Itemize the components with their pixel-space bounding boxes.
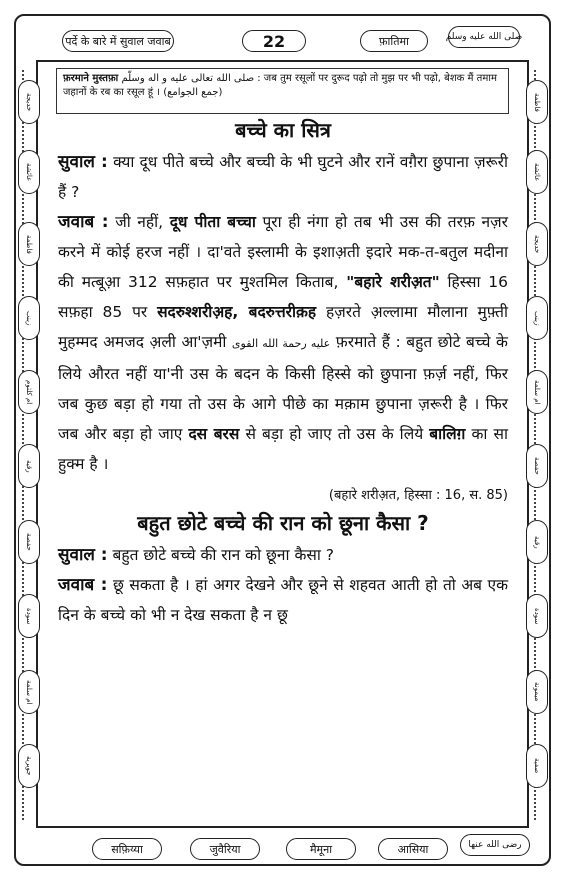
answer-label: जवाब : bbox=[58, 212, 109, 232]
side-medal: فاطمة bbox=[526, 80, 548, 124]
main-content bbox=[58, 110, 508, 630]
book-title: पर्दे के बारे में सुवाल जवाब bbox=[62, 30, 174, 52]
answer-text: हिस्सा 16 सफ़हा 85 पर bbox=[58, 273, 508, 321]
footer-name-2: जुवैरिया bbox=[190, 838, 260, 860]
page-number: 22 bbox=[242, 30, 306, 52]
question-label: सुवाल : bbox=[58, 545, 108, 565]
answer-emphasis: दूध पीता बच्चा bbox=[169, 213, 256, 231]
arabic-honorific: عليه رحمة الله القوى bbox=[231, 337, 331, 350]
answer-text: छू सकता है । हां अगर देखने और छूने से शहवत आती हो तो अब एक दिन के बच्चे को भी न देख सकता है न छू bbox=[58, 576, 509, 624]
answer-text: से बड़ा हो जाए तो उस के लिये bbox=[245, 425, 424, 443]
answer-text: जी नहीं, bbox=[115, 213, 164, 231]
footer-name-3: मैमूना bbox=[286, 838, 356, 860]
answer-emphasis: सदरुश्शरीअ़ह, बदरुत्तरीक़ह bbox=[157, 303, 317, 321]
footer-name-1: सफ़िय्या bbox=[92, 838, 162, 860]
question-text: क्या दूध पीते बच्चे और बच्ची के भी घुटने और रानें वग़ैरा छुपाना ज़रूरी हैं ? bbox=[58, 153, 508, 201]
section1-answer bbox=[58, 207, 508, 479]
quote-arabic: صلى الله تعالى عليه و اله وسلّم bbox=[121, 73, 255, 84]
answer-text: हज़रते अ़ल्लामा मौलाना मुफ़्ती मुहम्मद अमजद अ़ली आ'ज़मी bbox=[58, 303, 508, 351]
quote-label: फ़रमाने मुस्तफ़ा bbox=[63, 73, 119, 84]
answer-text: का सा हुक्म है । bbox=[58, 425, 508, 473]
side-medal: سودة bbox=[526, 594, 548, 638]
section2-answer bbox=[58, 570, 508, 630]
side-medal: فاطمة bbox=[18, 222, 40, 266]
section1-question bbox=[58, 147, 508, 207]
side-medal: رقية bbox=[526, 520, 548, 564]
side-medal: ميمونة bbox=[526, 670, 548, 714]
footer-name-4: आसिया bbox=[378, 838, 448, 860]
side-medal: ام سلمة bbox=[526, 370, 548, 414]
side-medal: رقية bbox=[18, 444, 40, 488]
side-medal: صفية bbox=[526, 744, 548, 788]
answer-emphasis: दस बरस bbox=[188, 425, 240, 443]
question-text: बहुत छोटे बच्चे की रान को छूना कैसा ? bbox=[112, 546, 334, 564]
section1-title: बच्चे का सित्र bbox=[235, 118, 331, 142]
hadith-quote-box bbox=[56, 68, 509, 114]
side-medal: عائشة bbox=[526, 150, 548, 194]
footer-corner-medal: رضی الله عنها bbox=[460, 834, 530, 856]
side-medal: خديجة bbox=[18, 80, 40, 124]
answer-text: पूरा ही नंगा हो तब भी उस की तरफ़ नज़र करने में कोई हरज नहीं । दा'वते इस्लामी के इशाअ़ती इदारे मक-त-बतुल मदीना की मत्बूआ़ 312 सफ़हात पर मुश्तमिल किताब, bbox=[58, 213, 508, 291]
section2-title: बहुत छोटे बच्चे की रान को छूना कैसा ? bbox=[137, 511, 429, 535]
quote-text: : जब तुम रसूलों पर दुरूद पढ़ो तो मुझ पर भी पढ़ो, बेशक मैं तमाम जहानों के रब का रसूल हूं । (جمع الجوامع) bbox=[63, 73, 497, 98]
side-medal: جويرية bbox=[18, 744, 40, 788]
side-medal: حفصة bbox=[526, 444, 548, 488]
side-medal: ام كلثوم bbox=[18, 370, 40, 414]
header-name-right: फ़ातिमा bbox=[360, 30, 428, 52]
answer-label: जवाब : bbox=[58, 575, 108, 595]
section2-question bbox=[58, 540, 508, 570]
side-medal: عائشة bbox=[18, 150, 40, 194]
side-medal: ام سلمة bbox=[18, 670, 40, 714]
header-corner-medal: صلى الله عليه وسلم bbox=[448, 26, 520, 48]
question-label: सुवाल : bbox=[58, 152, 108, 172]
side-medal: سودة bbox=[18, 594, 40, 638]
side-medal: خديجة bbox=[526, 222, 548, 266]
book-name: "बहारे शरीअ़त" bbox=[346, 273, 440, 291]
side-medal: حفصة bbox=[18, 520, 40, 564]
side-medal: زينب bbox=[526, 296, 548, 340]
reference-citation: (बहारे शरीअ़त, हिस्सा : 16, स. 85) bbox=[328, 488, 508, 503]
side-medal: زينب bbox=[18, 296, 40, 340]
answer-text: फ़रमाते हैं : बहुत छोटे बच्चे के लिये औरत नहीं या'नी उस के बदन के किसी हिस्से को छुपाना फ़र्ज़ नहीं, फिर जब कुछ बड़ा हो गया तो उस के आगे पीछे का मक़ाम छुपाना ज़रूरी है । फिर जब और बड़ा हो जाए bbox=[58, 333, 508, 443]
answer-emphasis: बालिग़ bbox=[429, 425, 466, 443]
